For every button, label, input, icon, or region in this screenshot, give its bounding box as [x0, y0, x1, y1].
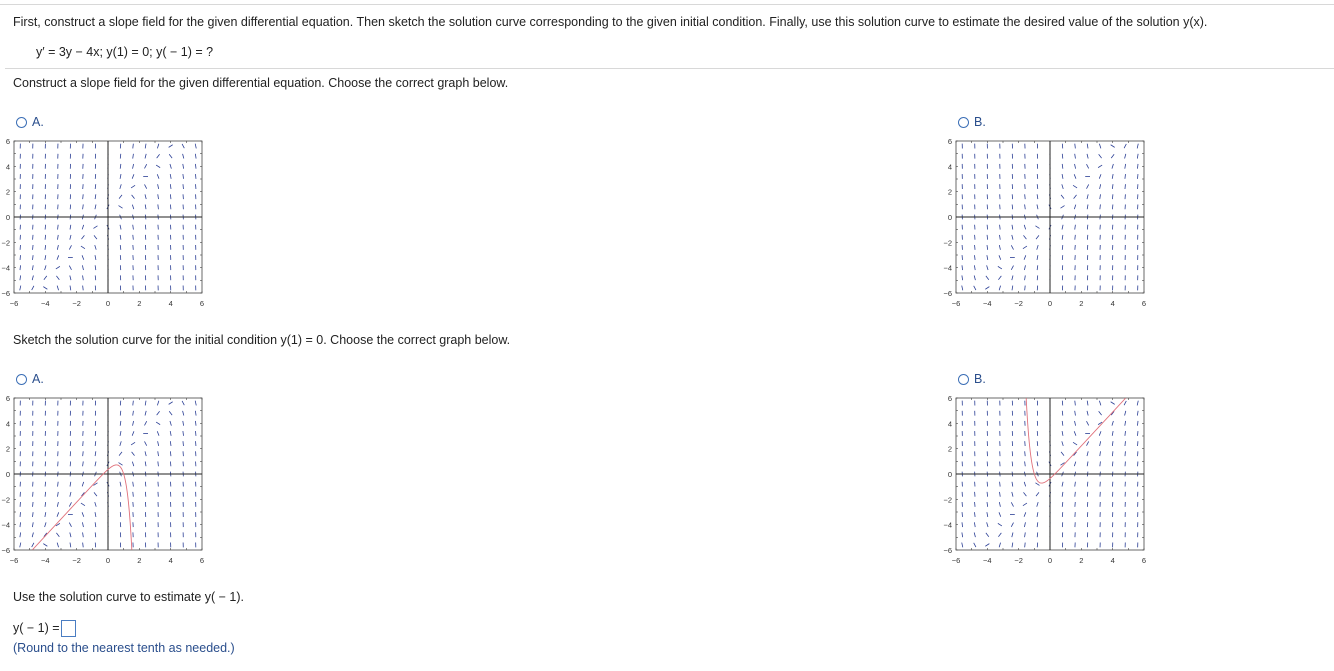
x-tick-label: 4: [1110, 556, 1115, 565]
slope-segment: [120, 154, 121, 159]
answer-input[interactable]: [61, 620, 76, 637]
option-label: A.: [32, 115, 44, 129]
y-tick-label: −6: [1, 289, 10, 298]
top-divider: [0, 4, 1334, 5]
y-tick-label: 2: [5, 444, 10, 454]
slope-segment: [1025, 451, 1026, 456]
part2-option-b[interactable]: [958, 372, 986, 386]
slope-segment: [158, 204, 159, 209]
x-tick-label: −2: [72, 299, 81, 308]
y-tick-label: −4: [1, 520, 10, 530]
part3-prompt: Use the solution curve to estimate y( − 1).: [13, 590, 245, 604]
y-tick-label: −4: [943, 520, 952, 530]
x-tick-label: −6: [951, 556, 961, 565]
slope-segment: [962, 522, 963, 527]
section-divider: [5, 68, 1334, 69]
answer-row: [13, 620, 76, 637]
y-tick-label: −2: [943, 238, 952, 248]
x-tick-label: 0: [105, 556, 111, 565]
y-tick-label: 0: [947, 470, 952, 479]
x-tick-label: 6: [199, 556, 205, 565]
option-label: B.: [974, 115, 986, 129]
x-tick-label: 6: [1141, 556, 1147, 565]
slope-segment: [1075, 235, 1076, 240]
slope-segment: [120, 502, 121, 507]
slope-segment: [1062, 411, 1063, 416]
y-tick-label: 2: [5, 187, 10, 197]
x-tick-label: −6: [9, 299, 19, 308]
slope-segment: [1075, 492, 1076, 497]
x-tick-label: −4: [983, 556, 992, 565]
y-tick-label: 0: [5, 213, 10, 222]
slope-segment: [1062, 154, 1063, 159]
slope-segment: [158, 461, 159, 466]
slope-segment: [1025, 543, 1026, 548]
x-tick-label: 0: [1047, 299, 1053, 308]
x-tick-label: −6: [9, 556, 19, 565]
slope-segment: [1037, 441, 1038, 446]
x-tick-label: 4: [168, 299, 173, 308]
x-tick-label: 2: [137, 556, 142, 565]
slope-segment: [58, 225, 59, 230]
radio-button[interactable]: [16, 374, 27, 385]
slope-segment: [1112, 451, 1113, 456]
answer-label: y( − 1) =: [13, 620, 60, 635]
slope-segment: [987, 235, 988, 240]
slope-segment: [1075, 401, 1076, 406]
option-label: B.: [974, 372, 986, 386]
rounding-hint: (Round to the nearest tenth as needed.): [13, 641, 235, 655]
y-tick-label: −4: [943, 263, 952, 273]
slope-segment: [1037, 532, 1038, 537]
y-tick-label: −6: [943, 289, 952, 298]
y-tick-label: −6: [943, 546, 952, 555]
slope-segment: [83, 194, 84, 199]
slope-segment: [133, 235, 134, 240]
y-tick-label: −2: [1, 495, 10, 505]
x-tick-label: 4: [168, 556, 173, 565]
radio-button[interactable]: [958, 374, 969, 385]
y-tick-label: 4: [947, 162, 952, 172]
slope-segment: [95, 184, 96, 189]
slope-segment: [1062, 245, 1063, 250]
slope-segment: [1137, 421, 1138, 426]
slope-segment: [195, 164, 196, 169]
radio-button[interactable]: [958, 117, 969, 128]
slope-segment: [133, 401, 134, 406]
slope-segment: [170, 451, 171, 456]
slope-segment: [987, 492, 988, 497]
slope-segment: [133, 144, 134, 149]
option-label: A.: [32, 372, 44, 386]
x-tick-label: 2: [1079, 556, 1084, 565]
slope-segment: [1037, 184, 1038, 189]
slope-segment: [95, 441, 96, 446]
slope-segment: [1112, 194, 1113, 199]
y-tick-label: 6: [947, 394, 952, 403]
y-tick-label: 4: [5, 162, 10, 172]
slope-segment: [1025, 194, 1026, 199]
slope-segment: [45, 235, 46, 240]
slope-segment: [95, 532, 96, 537]
solution-curve-graph-a[interactable]: [0, 390, 205, 570]
x-tick-label: 2: [137, 299, 142, 308]
y-tick-label: −2: [943, 495, 952, 505]
x-tick-label: −4: [983, 299, 992, 308]
y-tick-label: 2: [947, 187, 952, 197]
slope-segment: [1075, 144, 1076, 149]
x-tick-label: −6: [951, 299, 961, 308]
y-tick-label: 0: [947, 213, 952, 222]
y-tick-label: 6: [5, 137, 10, 146]
slope-segment: [1137, 164, 1138, 169]
slope-segment: [1037, 275, 1038, 280]
y-tick-label: 4: [5, 419, 10, 429]
slope-segment: [133, 492, 134, 497]
instructions-text: First, construct a slope field for the given differential equation. Then sketch the solution curve corresponding to the given initial condition. Finally, use this solution curve to estimate the desired value of the solution y(x).: [13, 15, 1208, 29]
x-tick-label: 0: [1047, 556, 1053, 565]
slope-segment: [120, 411, 121, 416]
slope-segment: [1062, 502, 1063, 507]
x-tick-label: 6: [1141, 299, 1147, 308]
slope-segment: [83, 286, 84, 291]
part2-option-a[interactable]: [16, 372, 44, 386]
part1-option-a[interactable]: [16, 115, 44, 129]
solution-curve-graph-b[interactable]: [942, 390, 1147, 570]
x-tick-label: −4: [41, 299, 50, 308]
x-tick-label: −2: [72, 556, 81, 565]
x-tick-label: −4: [41, 556, 50, 565]
y-tick-label: 2: [947, 444, 952, 454]
slope-segment: [83, 543, 84, 548]
part1-option-b[interactable]: [958, 115, 986, 129]
x-tick-label: −2: [1014, 556, 1023, 565]
slope-segment: [1025, 286, 1026, 291]
slope-segment: [1100, 461, 1101, 466]
slope-segment: [962, 265, 963, 270]
slope-field-graph-a[interactable]: [0, 133, 205, 313]
slope-segment: [83, 451, 84, 456]
x-tick-label: 4: [1110, 299, 1115, 308]
y-tick-label: −4: [1, 263, 10, 273]
x-tick-label: 2: [1079, 299, 1084, 308]
slope-segment: [1100, 204, 1101, 209]
slope-segment: [120, 245, 121, 250]
equation-text: y′ = 3y − 4x; y(1) = 0; y( − 1) = ?: [36, 45, 214, 59]
y-tick-label: 6: [947, 137, 952, 146]
part2-prompt: Sketch the solution curve for the initial condition y(1) = 0. Choose the correct graph below.: [13, 333, 511, 347]
x-tick-label: −2: [1014, 299, 1023, 308]
slope-segment: [58, 482, 59, 487]
x-tick-label: 0: [105, 299, 111, 308]
slope-segment: [20, 265, 21, 270]
slope-segment: [1000, 482, 1001, 487]
y-tick-label: −6: [1, 546, 10, 555]
radio-button[interactable]: [16, 117, 27, 128]
slope-segment: [45, 492, 46, 497]
slope-segment: [20, 522, 21, 527]
slope-segment: [1000, 225, 1001, 230]
x-tick-label: 6: [199, 299, 205, 308]
y-tick-label: −2: [1, 238, 10, 248]
slope-segment: [95, 275, 96, 280]
slope-field-graph-b[interactable]: [942, 133, 1147, 313]
part1-prompt: Construct a slope field for the given differential equation. Choose the correct graph below.: [13, 76, 509, 90]
y-tick-label: 6: [5, 394, 10, 403]
y-tick-label: 4: [947, 419, 952, 429]
slope-segment: [195, 421, 196, 426]
y-tick-label: 0: [5, 470, 10, 479]
slope-segment: [170, 194, 171, 199]
